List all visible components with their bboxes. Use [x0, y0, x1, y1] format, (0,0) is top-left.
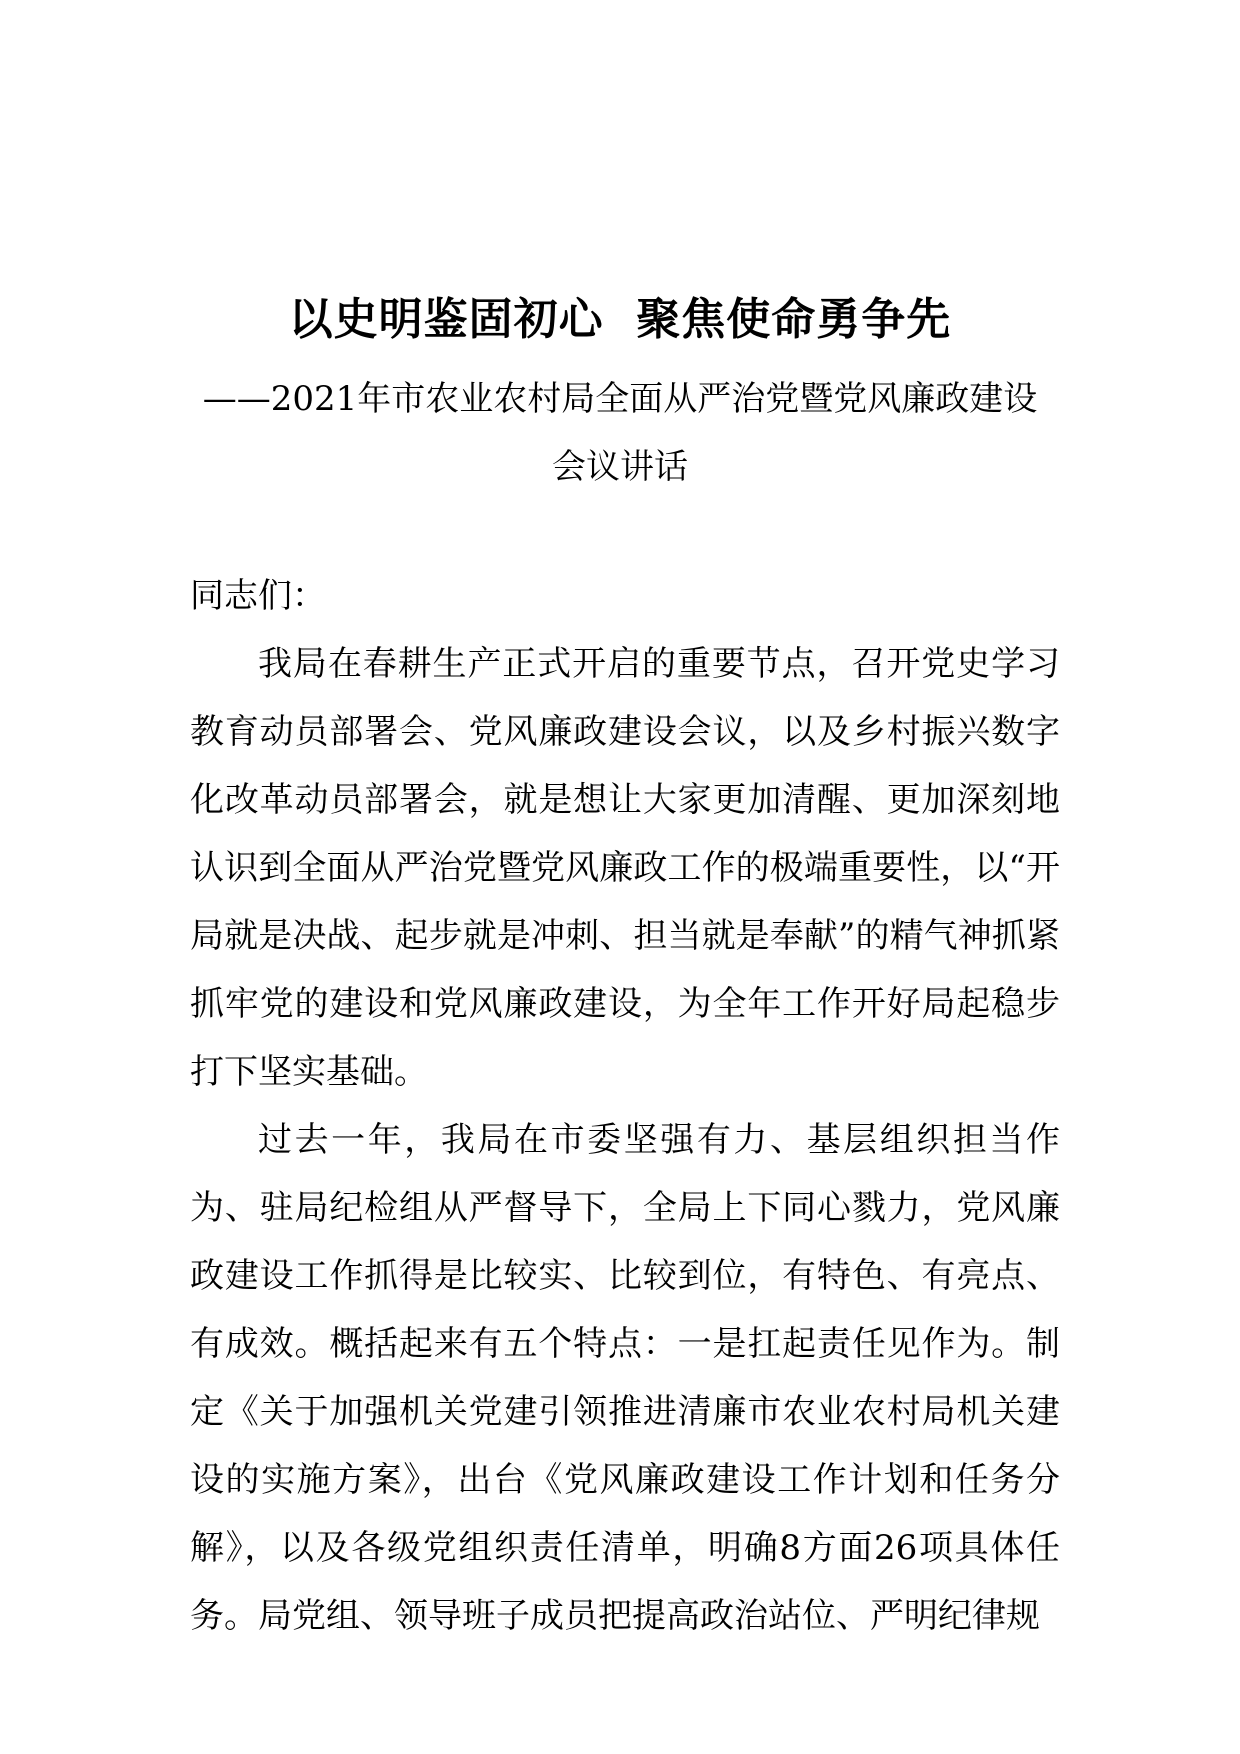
salutation: 同志们： [190, 576, 326, 616]
document-subtitle: ——2021年市农业农村局全面从严治党暨党风廉政建设会议讲话 [202, 379, 1038, 487]
paragraph-2: 过去一年，我局在市委坚强有力、基层组织担当作为、驻局纪检组从严督导下，全局上下同心戮力，党风廉政建设工作抓得是比较实、比较到位，有特色、有亮点、有成效。概括起来有五个特点：一是扛起责任见作为。制定《关于加强机关党建引领推进清廉市农业农村局机关建设的实施方案》，出台《党风廉政建设工作计划和任务分解》，以及各级党组织责任清单，明确8方面26项具体任务。局党组、领导班子成员把提高政治站位、严明纪律规 [190, 1120, 1060, 1636]
document-body [190, 562, 1060, 1650]
paragraph-1: 我局在春耕生产正式开启的重要节点，召开党史学习教育动员部署会、党风廉政建设会议，以及乡村振兴数字化改革动员部署会，就是想让大家更加清醒、更加深刻地认识到全面从严治党暨党风廉政工作的极端重要性，以“开局就是决战、起步就是冲刺、担当就是奉献”的精气神抓紧抓牢党的建设和党风廉政建设，为全年工作开好局起稳步打下坚实基础。 [190, 644, 1060, 1092]
document-title: 以史明鉴固初心 聚焦使命勇争先 [288, 294, 952, 345]
